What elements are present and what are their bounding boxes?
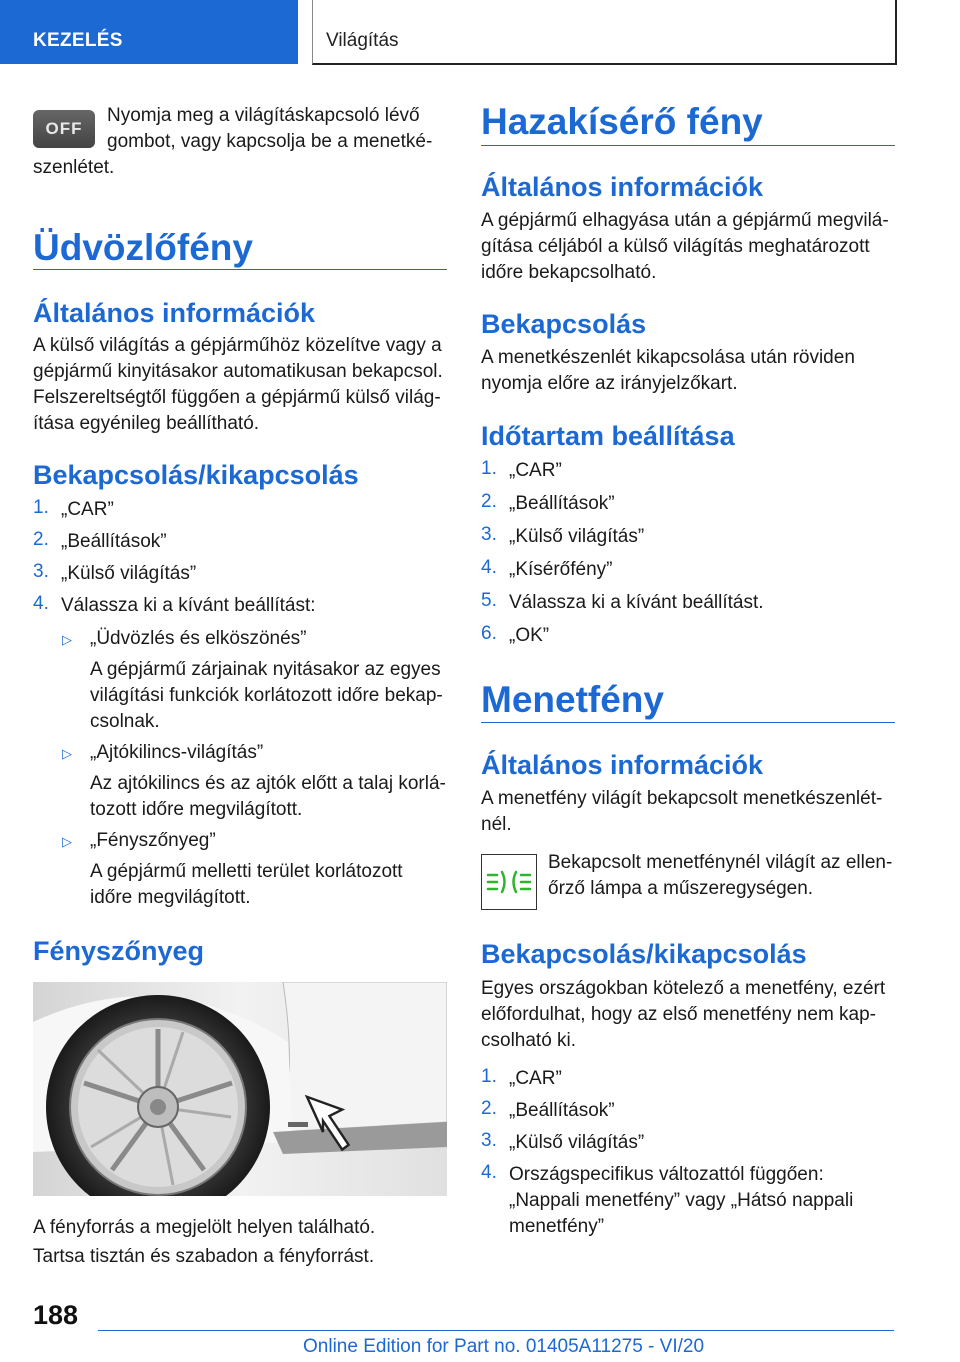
step-text: „CAR”: [509, 1068, 562, 1089]
triangle-bullet-icon: ▷: [62, 746, 72, 761]
step-text: Országspecifikus változattól függően:: [509, 1164, 824, 1185]
text-line: nél.: [481, 814, 512, 835]
text-line: Bekapcsolt menetfénynél világít az ellen-: [548, 852, 893, 873]
step-text: „CAR”: [61, 499, 114, 520]
text-line: ítása egyénileg beállítható.: [33, 413, 260, 434]
edition-note: Online Edition for Part no. 01405A11275 - VI/20: [303, 1336, 705, 1357]
section-label: KEZELÉS: [33, 30, 123, 51]
step-text: „CAR”: [509, 460, 562, 481]
switch-on-text: [481, 345, 855, 397]
option-text: időre megvilágított.: [90, 887, 251, 908]
triangle-bullet-icon: ▷: [62, 834, 72, 849]
option-title: „Üdvözlés és elköszönés”: [90, 628, 307, 649]
page-number: 188: [33, 1300, 79, 1330]
option-text: világítási funkciók korlátozott időre bekap-: [90, 685, 443, 706]
step-text: „Nappali menetfény” vagy „Hátsó nappali: [509, 1190, 854, 1211]
step-number: 3.: [481, 524, 497, 545]
step-text: „Beállítások”: [509, 493, 615, 514]
text-line: Felszereltségtől függően a gépjármű külső világ-: [33, 387, 441, 408]
chapter-title: Világítás: [326, 30, 399, 51]
step-text: menetfény”: [509, 1216, 605, 1237]
step-text: „Külső világítás”: [509, 526, 645, 547]
options-list: [33, 626, 447, 916]
intro-line: szenlétet.: [33, 157, 115, 178]
general-info-heading: Általános információk: [481, 750, 764, 780]
option-text: A gépjármű zárjainak nyitásakor az egyes: [90, 659, 441, 680]
option-text: A gépjármű melletti terület korlátozott: [90, 861, 403, 882]
step-text: „Beállítások”: [61, 531, 167, 552]
step-text: „Külső világítás”: [509, 1132, 645, 1153]
step-number: 1.: [481, 1066, 497, 1087]
caption: A fényforrás a megjelölt helyen található.: [33, 1217, 376, 1238]
section-tab: [0, 0, 298, 64]
step-text: „Külső világítás”: [61, 563, 197, 584]
step-text: „OK”: [509, 625, 550, 646]
daytime-running-light-heading: Menetfény: [481, 679, 664, 720]
text-line: előfordulhat, hogy az első menetfény nem kap-: [481, 1004, 877, 1025]
text-line: A gépjármű elhagyása után a gépjármű megvilá-: [481, 210, 889, 231]
intro-line: Nyomja meg a világításkapcsoló lévő: [107, 105, 420, 126]
heading-rule: [481, 145, 895, 146]
text-line: őrző lámpa a műszeregységen.: [548, 878, 814, 899]
carpet-heading: Fényszőnyeg: [33, 936, 205, 966]
step-text: Válassza ki a kívánt beállítást.: [509, 592, 764, 613]
text-line: nyomja előre az irányjelzőkart.: [481, 373, 738, 394]
intro-line: gombot, vagy kapcsolja be a menetké-: [107, 131, 433, 152]
triangle-bullet-icon: ▷: [62, 632, 72, 647]
on-off-heading: Bekapcsolás/kikapcsolás: [33, 460, 359, 490]
text-line: időre bekapcsolható.: [481, 262, 657, 283]
text-line: gépjármű kinyitásakor automatikusan bekapcsol.: [33, 361, 443, 382]
duration-heading: Időtartam beállítása: [481, 421, 735, 451]
step-text: „Kísérőfény”: [509, 559, 613, 580]
option-text: tozott időre megvilágított.: [90, 799, 303, 820]
daytime-running-light-indicator-icon: [481, 854, 537, 910]
welcome-light-heading: Üdvözlőfény: [33, 227, 253, 268]
on-off-text: [481, 976, 885, 1054]
text-line: A menetfény világít bekapcsolt menetkészenlét-: [481, 788, 883, 809]
chapter-tab: [312, 0, 897, 65]
general-info-heading: Általános információk: [481, 172, 764, 202]
heading-rule: [33, 269, 447, 270]
step-number: 3.: [481, 1130, 497, 1151]
heading-rule: [481, 722, 895, 723]
step-number: 5.: [481, 590, 497, 611]
caption: Tartsa tisztán és szabadon a fényforrást.: [33, 1246, 375, 1267]
text-line: csolható ki.: [481, 1030, 577, 1051]
text-line: A külső világítás a gépjárműhöz közelítve vagy a: [33, 335, 442, 356]
step-number: 2.: [481, 491, 497, 512]
step-number: 4.: [481, 557, 497, 578]
option-text: csolnak.: [90, 711, 160, 732]
step-number: 3.: [33, 561, 49, 582]
general-info-text: [33, 333, 443, 437]
general-info-heading: Általános információk: [33, 298, 316, 328]
off-button-icon: OFF: [33, 110, 95, 148]
step-text: Válassza ki a kívánt beállítást:: [61, 595, 316, 616]
switch-on-heading: Bekapcsolás: [481, 309, 647, 339]
text-line: A menetkészenlét kikapcsolása után röviden: [481, 347, 855, 368]
on-off-steps: [481, 1066, 895, 1246]
step-number: 2.: [33, 529, 49, 550]
general-info-text: [481, 786, 882, 838]
step-number: 4.: [33, 593, 49, 614]
indicator-text: [548, 850, 892, 902]
option-title: „Ajtókilincs-világítás”: [90, 742, 264, 763]
on-off-heading: Bekapcsolás/kikapcsolás: [481, 939, 807, 969]
step-number: 1.: [33, 497, 49, 518]
steps-list: [33, 497, 447, 617]
text-line: Egyes országokban kötelező a menetfény, ezért: [481, 978, 886, 999]
duration-steps: [481, 458, 895, 648]
step-number: 2.: [481, 1098, 497, 1119]
car-wheel-illustration: [33, 982, 447, 1196]
general-info-text: [481, 208, 889, 286]
option-title: „Fényszőnyeg”: [90, 830, 216, 851]
step-number: 6.: [481, 623, 497, 644]
option-text: Az ajtókilincs és az ajtók előtt a talaj korlá-: [90, 773, 446, 794]
footer-rule: [98, 1330, 894, 1331]
text-line: gítása céljából a külső világítás meghatározott: [481, 236, 870, 257]
step-number: 4.: [481, 1162, 497, 1183]
follow-me-home-heading: Hazakísérő fény: [481, 101, 763, 142]
step-number: 1.: [481, 458, 497, 479]
step-text: „Beállítások”: [509, 1100, 615, 1121]
